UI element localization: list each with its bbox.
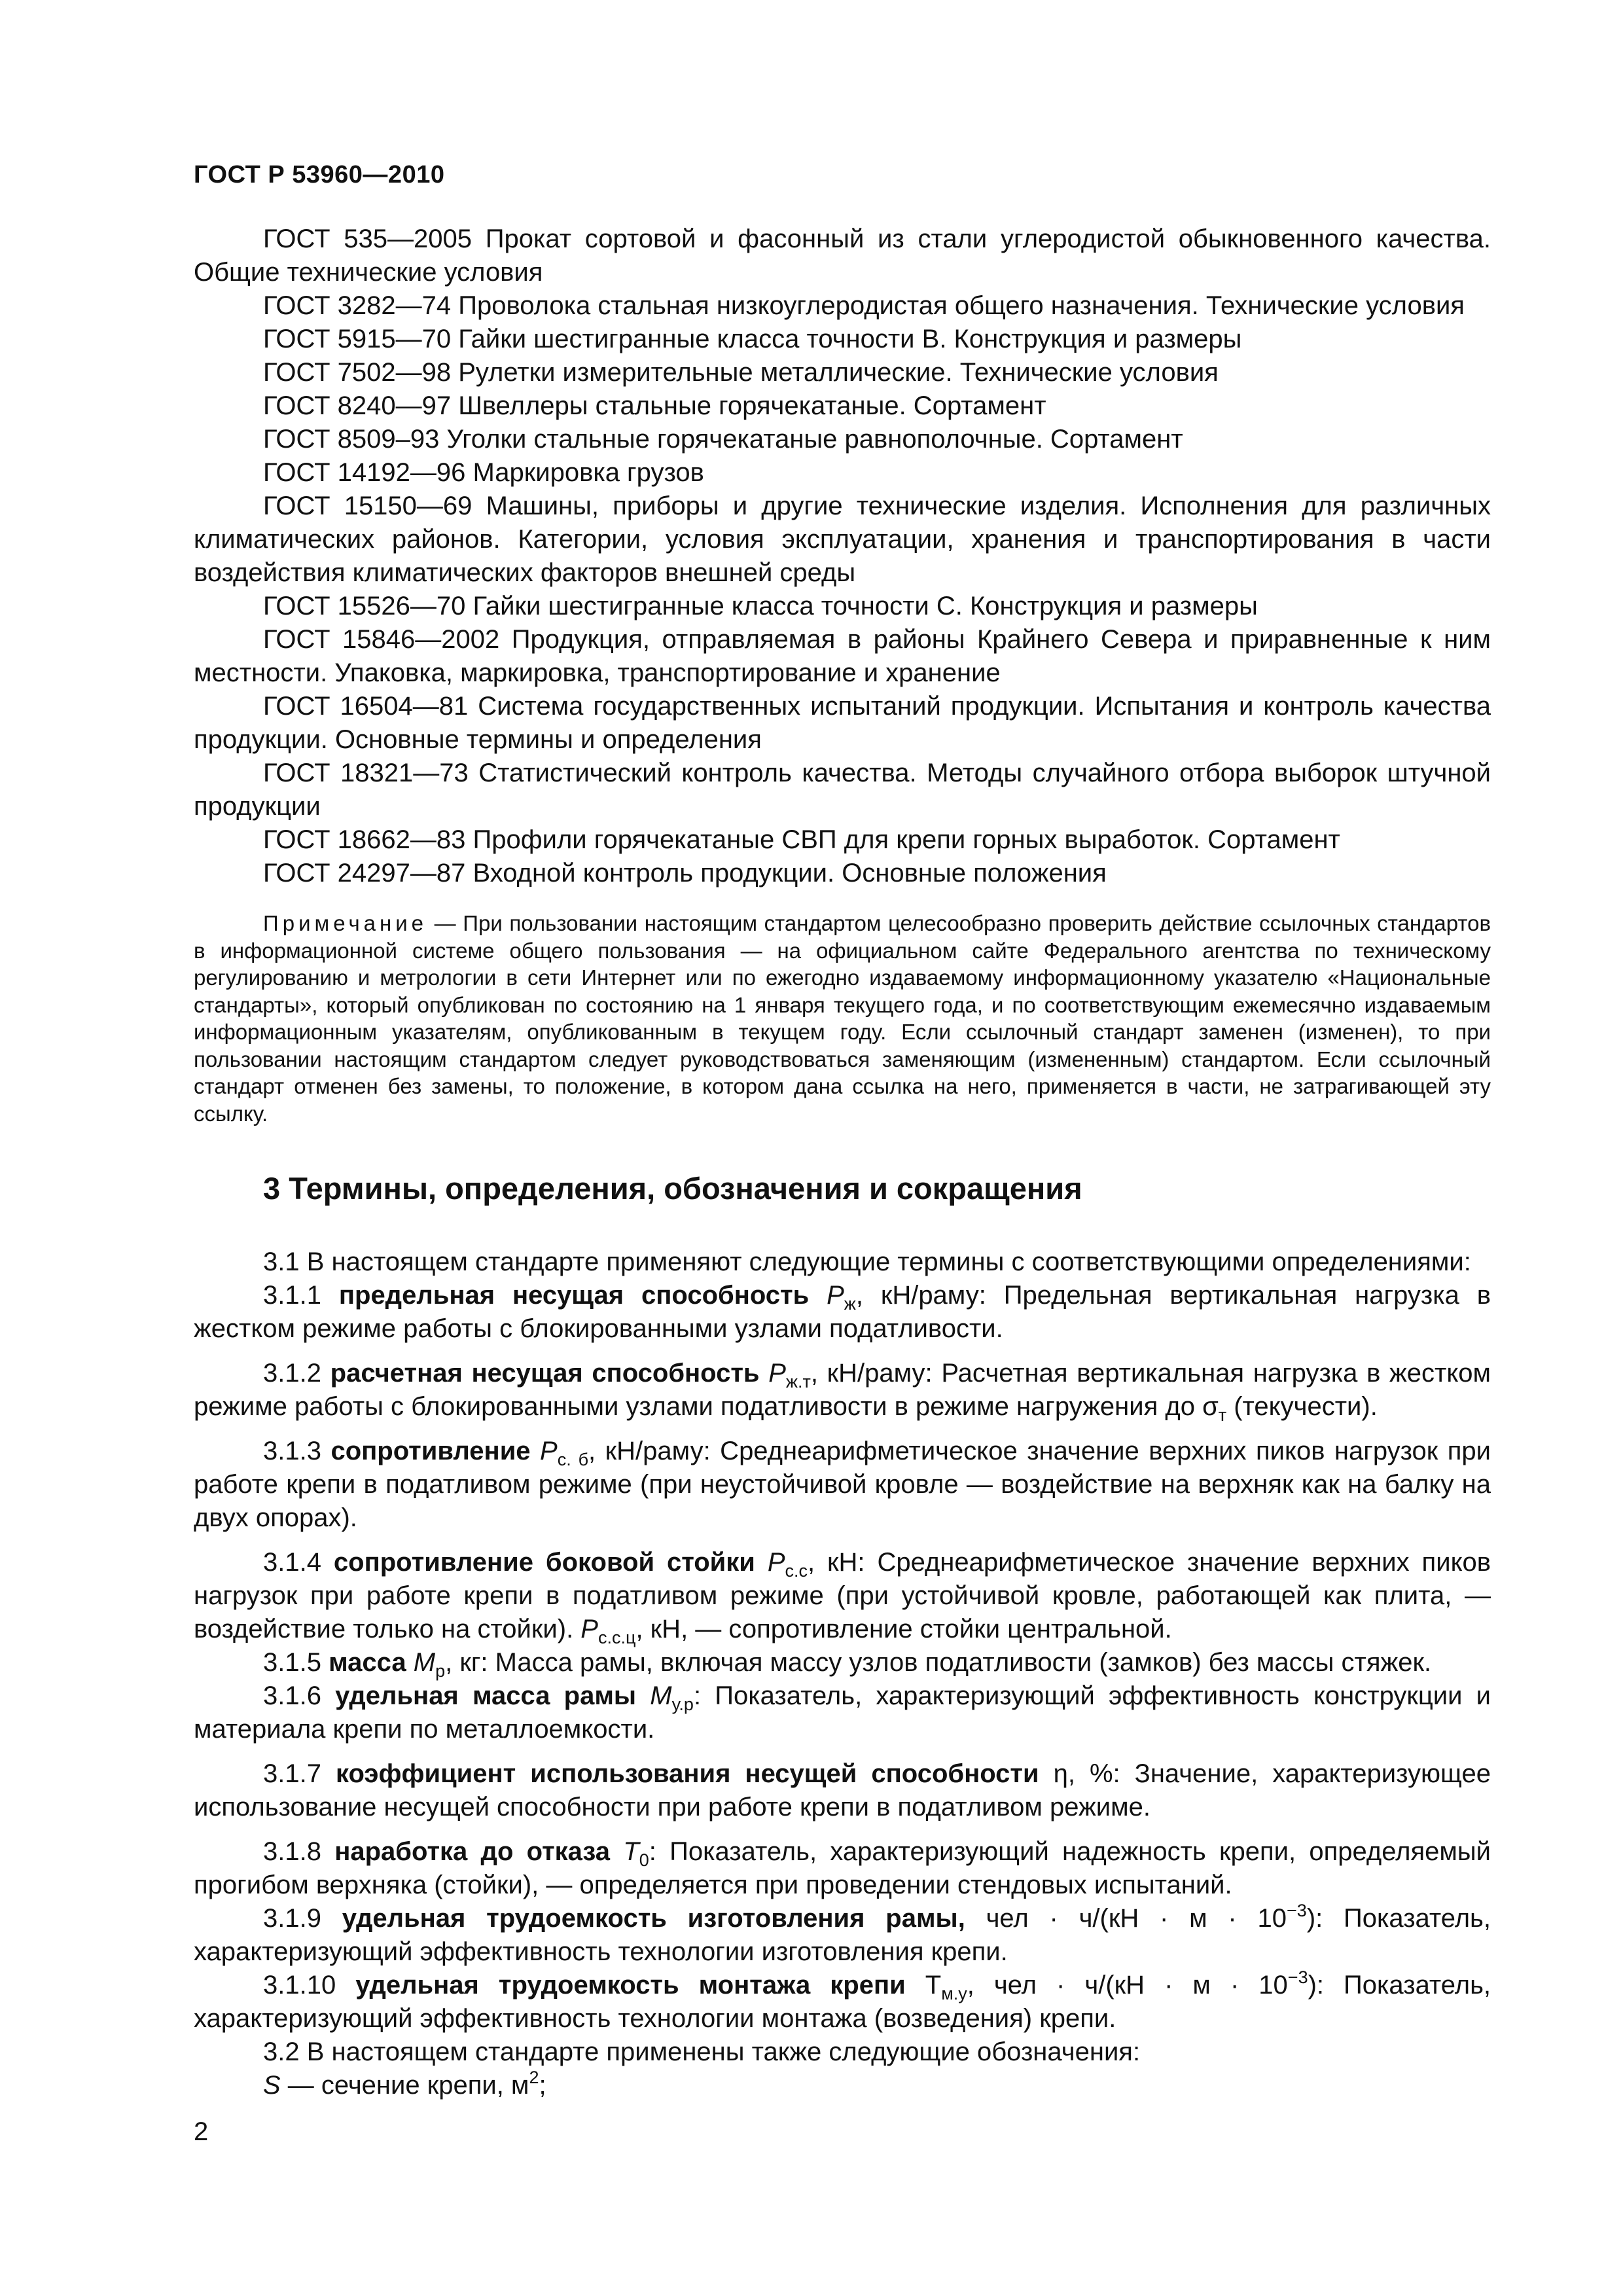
sigma-symbol: σ: [1202, 1392, 1219, 1421]
term-definition: , кН/раму: Среднеарифметическое значение верхних пиков нагрузок при работе крепи в податливом режиме (при неустойчивой кровле — воздействие на верхняк как на балку на двух опорах).: [194, 1437, 1491, 1532]
term-symbol-subscript: с. б: [557, 1450, 589, 1469]
term-number: 3.1.4: [263, 1548, 334, 1577]
term-definition: , кН: Среднеарифметическое значение верхних пиков нагрузок при работе крепи в податливом режиме (при устойчивой кровле, работающей как плита, — воздействие только на стойки).: [194, 1548, 1491, 1643]
term-name: удельная масса рамы: [335, 1681, 637, 1710]
term-symbol: P: [827, 1281, 844, 1310]
page-content: [194, 223, 1491, 2102]
term-number: 3.1.8: [263, 1837, 335, 1866]
term-name: масса: [329, 1648, 406, 1677]
term-definition: , %: Значение, характеризующее использование несущей способности при работе крепи в податливом режиме.: [194, 1759, 1491, 1821]
reference-item: ГОСТ 24297—87 Входной контроль продукции. Основные положения: [263, 859, 1107, 888]
term-symbol-subscript: у.р: [671, 1695, 694, 1714]
term-name: сопротивление: [330, 1437, 531, 1465]
term-symbol: P: [767, 1548, 785, 1577]
term-3-1-1: [194, 1279, 1491, 1346]
term-symbol: η: [1053, 1759, 1068, 1788]
reference-item: ГОСТ 15526—70 Гайки шестигранные класса точности С. Конструкция и размеры: [263, 592, 1258, 620]
term-symbol-subscript: м.у: [941, 1984, 967, 2003]
sigma-subscript: т: [1218, 1405, 1227, 1425]
term-name: предельная несущая способность: [338, 1281, 810, 1310]
term-3-1-9: [194, 1902, 1491, 1969]
reference-item: ГОСТ 7502—98 Рулетки измерительные металлические. Технические условия: [263, 358, 1219, 387]
term-unit: чел · ч/(кН · м · 10: [965, 1904, 1287, 1933]
term-definition: , кН/раму: Предельная вертикальная нагрузка в жестком режиме работы с блокированными узлами податливости.: [194, 1281, 1491, 1343]
reference-item: ГОСТ 14192—96 Маркировка грузов: [263, 458, 704, 487]
term-symbol: P: [768, 1359, 786, 1388]
term-3-1-8: [194, 1835, 1491, 1902]
term-symbol-subscript: 0: [639, 1850, 649, 1870]
note-paragraph: [194, 910, 1491, 1127]
note-label: Примечание: [263, 911, 428, 935]
term-name: удельная трудоемкость изготовления рамы,: [342, 1904, 965, 1933]
term-symbol: T: [623, 1837, 639, 1866]
reference-item: ГОСТ 18321—73 Статистический контроль качества. Методы случайного отбора выборок штучной продукции: [194, 759, 1491, 821]
term-symbol-2-subscript: с.с.ц: [597, 1628, 636, 1647]
reference-item: ГОСТ 15846—2002 Продукция, отправляемая в районы Крайнего Севера и приравненные к ним местности. Упаковка, маркировка, транспортирование и хранение: [194, 625, 1491, 687]
reference-item: ГОСТ 15150—69 Машины, приборы и другие технические изделия. Исполнения для различных климатических районов. Категории, условия эксплуатации, хранения и транспортирования в части воздействия климатических факторов внешней среды: [194, 492, 1491, 587]
term-definition: , кг: Масса рамы, включая массу узлов податливости (замков) без массы стяжек.: [445, 1648, 1432, 1677]
term-definition-tail: (текучести).: [1226, 1392, 1378, 1421]
term-definition: : Показатель, характеризующий эффективность конструкции и материала крепи по металлоемкости.: [194, 1681, 1491, 1744]
reference-item: ГОСТ 8509–93 Уголки стальные горячекатаные равнополочные. Сортамент: [263, 425, 1183, 454]
notation-symbol: S: [263, 2071, 281, 2100]
page-number: 2: [194, 2117, 209, 2146]
term-number: 3.1.10: [263, 1971, 356, 2000]
term-definition: : Показатель, характеризующий надежность крепи, определяемый прогибом верхняка (стойки), — определяется при проведении стендовых испытаний.: [194, 1837, 1491, 1899]
term-number: 3.1.7: [263, 1759, 336, 1788]
term-unit-exponent: −3: [1287, 1901, 1307, 1920]
term-3-1-6: [194, 1679, 1491, 1746]
term-symbol: M: [413, 1648, 436, 1677]
notation-s: [194, 2069, 1491, 2102]
term-number: 3.1.5: [263, 1648, 329, 1677]
reference-item: ГОСТ 16504—81 Система государственных испытаний продукции. Испытания и контроль качества продукции. Основные термины и определения: [194, 692, 1491, 754]
reference-item: ГОСТ 8240—97 Швеллеры стальные горячекатаные. Сортамент: [263, 391, 1046, 420]
term-3-1-10: [194, 1969, 1491, 2036]
term-number: 3.1.1: [263, 1281, 339, 1310]
term-symbol: P: [540, 1437, 558, 1465]
term-name: коэффициент использования несущей способности: [335, 1759, 1039, 1788]
reference-item: ГОСТ 535—2005 Прокат сортовой и фасонный из стали углеродистой обыкновенного качества. Общие технические условия: [194, 224, 1491, 287]
reference-item: ГОСТ 5915—70 Гайки шестигранные класса точности В. Конструкция и размеры: [263, 325, 1242, 353]
term-definition: , кН/раму: Расчетная вертикальная нагрузка в жестком режиме работы с блокированными узлами податливости в режиме нагружения до: [194, 1359, 1491, 1421]
term-3-1-3: [194, 1435, 1491, 1535]
notation-exponent: 2: [529, 2068, 539, 2087]
term-definition: ): Показатель, характеризующий эффективность технологии монтажа (возведения) крепи.: [194, 1971, 1491, 2033]
notation-text: — сечение крепи, м: [280, 2071, 529, 2100]
notation-tail: ;: [539, 2071, 546, 2100]
term-unit: , чел · ч/(кН · м · 10: [967, 1971, 1288, 2000]
term-number: 3.1.3: [263, 1437, 331, 1465]
term-3-1-5: [194, 1646, 1491, 1679]
term-definition: ): Показатель, характеризующий эффективность технологии изготовления крепи.: [194, 1904, 1491, 1966]
section-3-title: 3 Термины, определения, обозначения и сокращения: [263, 1171, 1082, 1206]
term-symbol: Т: [905, 1971, 942, 2000]
term-name: расчетная несущая способность: [330, 1359, 760, 1388]
term-number: 3.1.6: [263, 1681, 336, 1710]
term-symbol-subscript: ж.т: [785, 1372, 811, 1391]
term-name: удельная трудоемкость монтажа крепи: [355, 1971, 906, 2000]
reference-item: ГОСТ 18662—83 Профили горячекатаные СВП для крепи горных выработок. Сортамент: [263, 825, 1340, 854]
term-name: сопротивление боковой стойки: [333, 1548, 755, 1577]
term-symbol: M: [650, 1681, 672, 1710]
term-3-1-2: [194, 1357, 1491, 1424]
term-3-1-4: [194, 1546, 1491, 1646]
term-definition-tail: , кН, — сопротивление стойки центральной.: [635, 1615, 1172, 1643]
document-code-header: ГОСТ Р 53960—2010: [194, 161, 445, 188]
term-name: наработка до отказа: [334, 1837, 611, 1866]
reference-item: ГОСТ 3282—74 Проволока стальная низкоуглеродистая общего назначения. Технические условия: [263, 291, 1465, 320]
term-symbol-subscript: р: [435, 1661, 446, 1681]
paragraph-3-1: 3.1 В настоящем стандарте применяют следующие термины с соответствующими определениями:: [263, 1247, 1471, 1276]
term-number: 3.1.9: [263, 1904, 342, 1933]
paragraph-3-2: 3.2 В настоящем стандарте применены также следующие обозначения:: [263, 2037, 1141, 2066]
term-unit-exponent: −3: [1287, 1967, 1308, 1987]
term-number: 3.1.2: [263, 1359, 330, 1388]
note-text: — При пользовании настоящим стандартом целесообразно проверить действие ссылочных стандартов в информационной системе общего пользования — на официальном сайте Федерального агентства по техническому регулированию и метрологии в сети Интернет или по ежегодно издаваемому информационному указателю «Национальные стандарты», который опубликован по состоянию на 1 января текущего года, и по соответствующим ежемесячно издаваемым информационным указателям, опубликованным в текущем году. Если ссылочный стандарт заменен (изменен), то при пользовании настоящим стандартом следует руководствоваться заменяющим (измененным) стандартом. Если ссылочный стандарт отменен без замены, то положение, в котором дана ссылка на него, применяется в части, не затрагивающей эту ссылку.: [194, 911, 1491, 1126]
term-symbol-2: P: [580, 1615, 598, 1643]
term-symbol-subscript: с.с: [785, 1561, 808, 1581]
term-3-1-7: [194, 1757, 1491, 1824]
term-symbol-subscript: ж: [844, 1294, 856, 1314]
